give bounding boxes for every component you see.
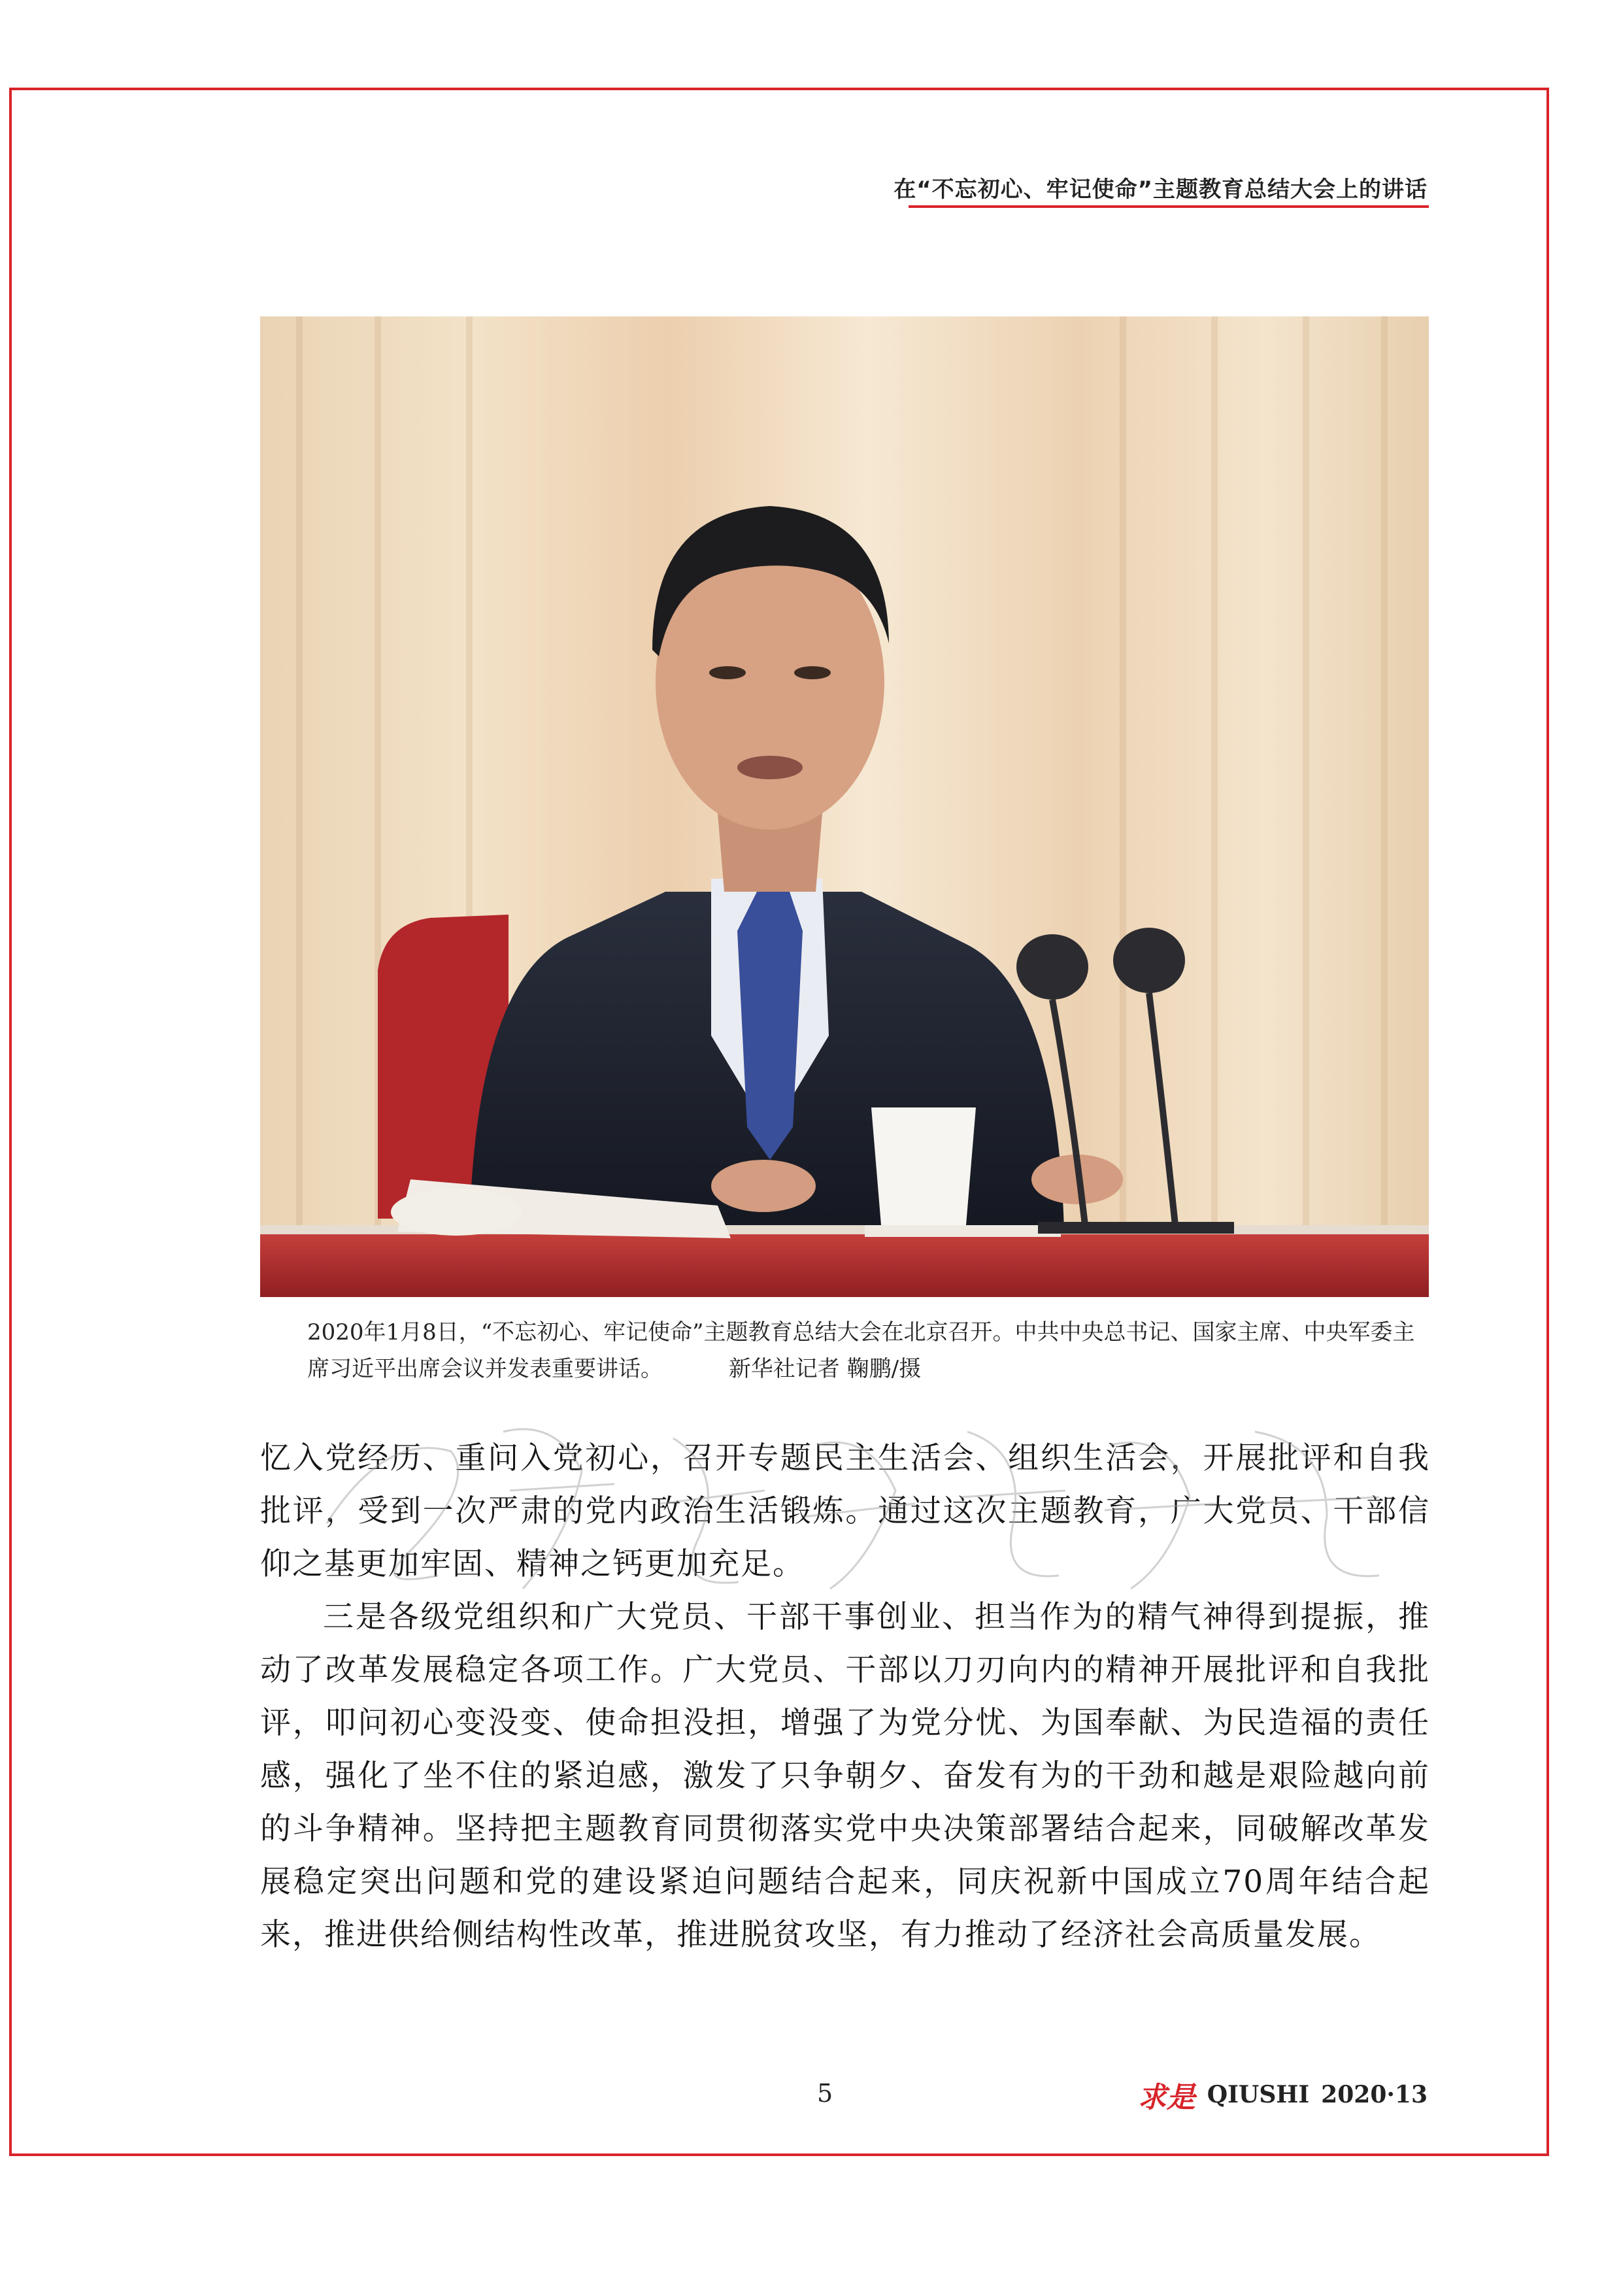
body-paragraph: 三是各级党组织和广大党员、干部干事创业、担当作为的精气神得到提振，推动了改革发展稳定各项工作。广大党员、干部以刀刃向内的精神开展批评和自我批评，叩问初心变没变、使命担没担，增强了为党分忧、为国奉献、为民造福的责任感，强化了坐不住的紧迫感，激发了只争朝夕、奋发有为的干劲和越是艰险越向前的斗争精神。坚持把主题教育同贯彻落实党中央决策部署结合起来，同破解改革发展稳定突出问题和党的建设紧迫问题结合起来，同庆祝新中国成立70周年结合起来，推进供给侧结构性改革，推进脱贫攻坚，有力推动了经济社会高质量发展。 — [260, 1599, 1430, 1953]
photo-caption — [307, 1314, 1431, 1387]
table — [260, 1232, 1429, 1297]
running-title-underline — [909, 205, 1429, 208]
running-title: 在“不忘初心、牢记使命”主题教育总结大会上的讲话 — [894, 177, 1428, 203]
body-paragraph: 忆入党经历、重问入党初心，召开专题民主生活会、组织生活会，开展批评和自我批评，受到一次严肃的党内政治生活锻炼。通过这次主题教育，广大党员、干部信仰之基更加牢固、精神之钙更加充足。 — [260, 1440, 1430, 1582]
magazine-logo: 求是 — [1137, 2081, 1195, 2114]
page-number: 5 — [817, 2079, 833, 2108]
issue-number: 2020·13 — [1321, 2081, 1428, 2108]
magazine-name: QIUSHI — [1207, 2081, 1310, 2108]
caption-text: 2020年1月8日，“不忘初心、牢记使命”主题教育总结大会在北京召开。中共中央总书记、国家主席、中央军委主席习近平出席会议并发表重要讲话。 — [307, 1319, 1415, 1382]
article-body — [260, 1432, 1430, 1961]
magazine-footer — [1138, 2074, 1428, 2116]
tie — [737, 892, 803, 1160]
speaker-photo-illustration — [260, 316, 1429, 1297]
photo-credit: 新华社记者 鞠鹏/摄 — [728, 1356, 922, 1382]
cup — [871, 1107, 976, 1225]
speaker-photo — [260, 316, 1429, 1297]
